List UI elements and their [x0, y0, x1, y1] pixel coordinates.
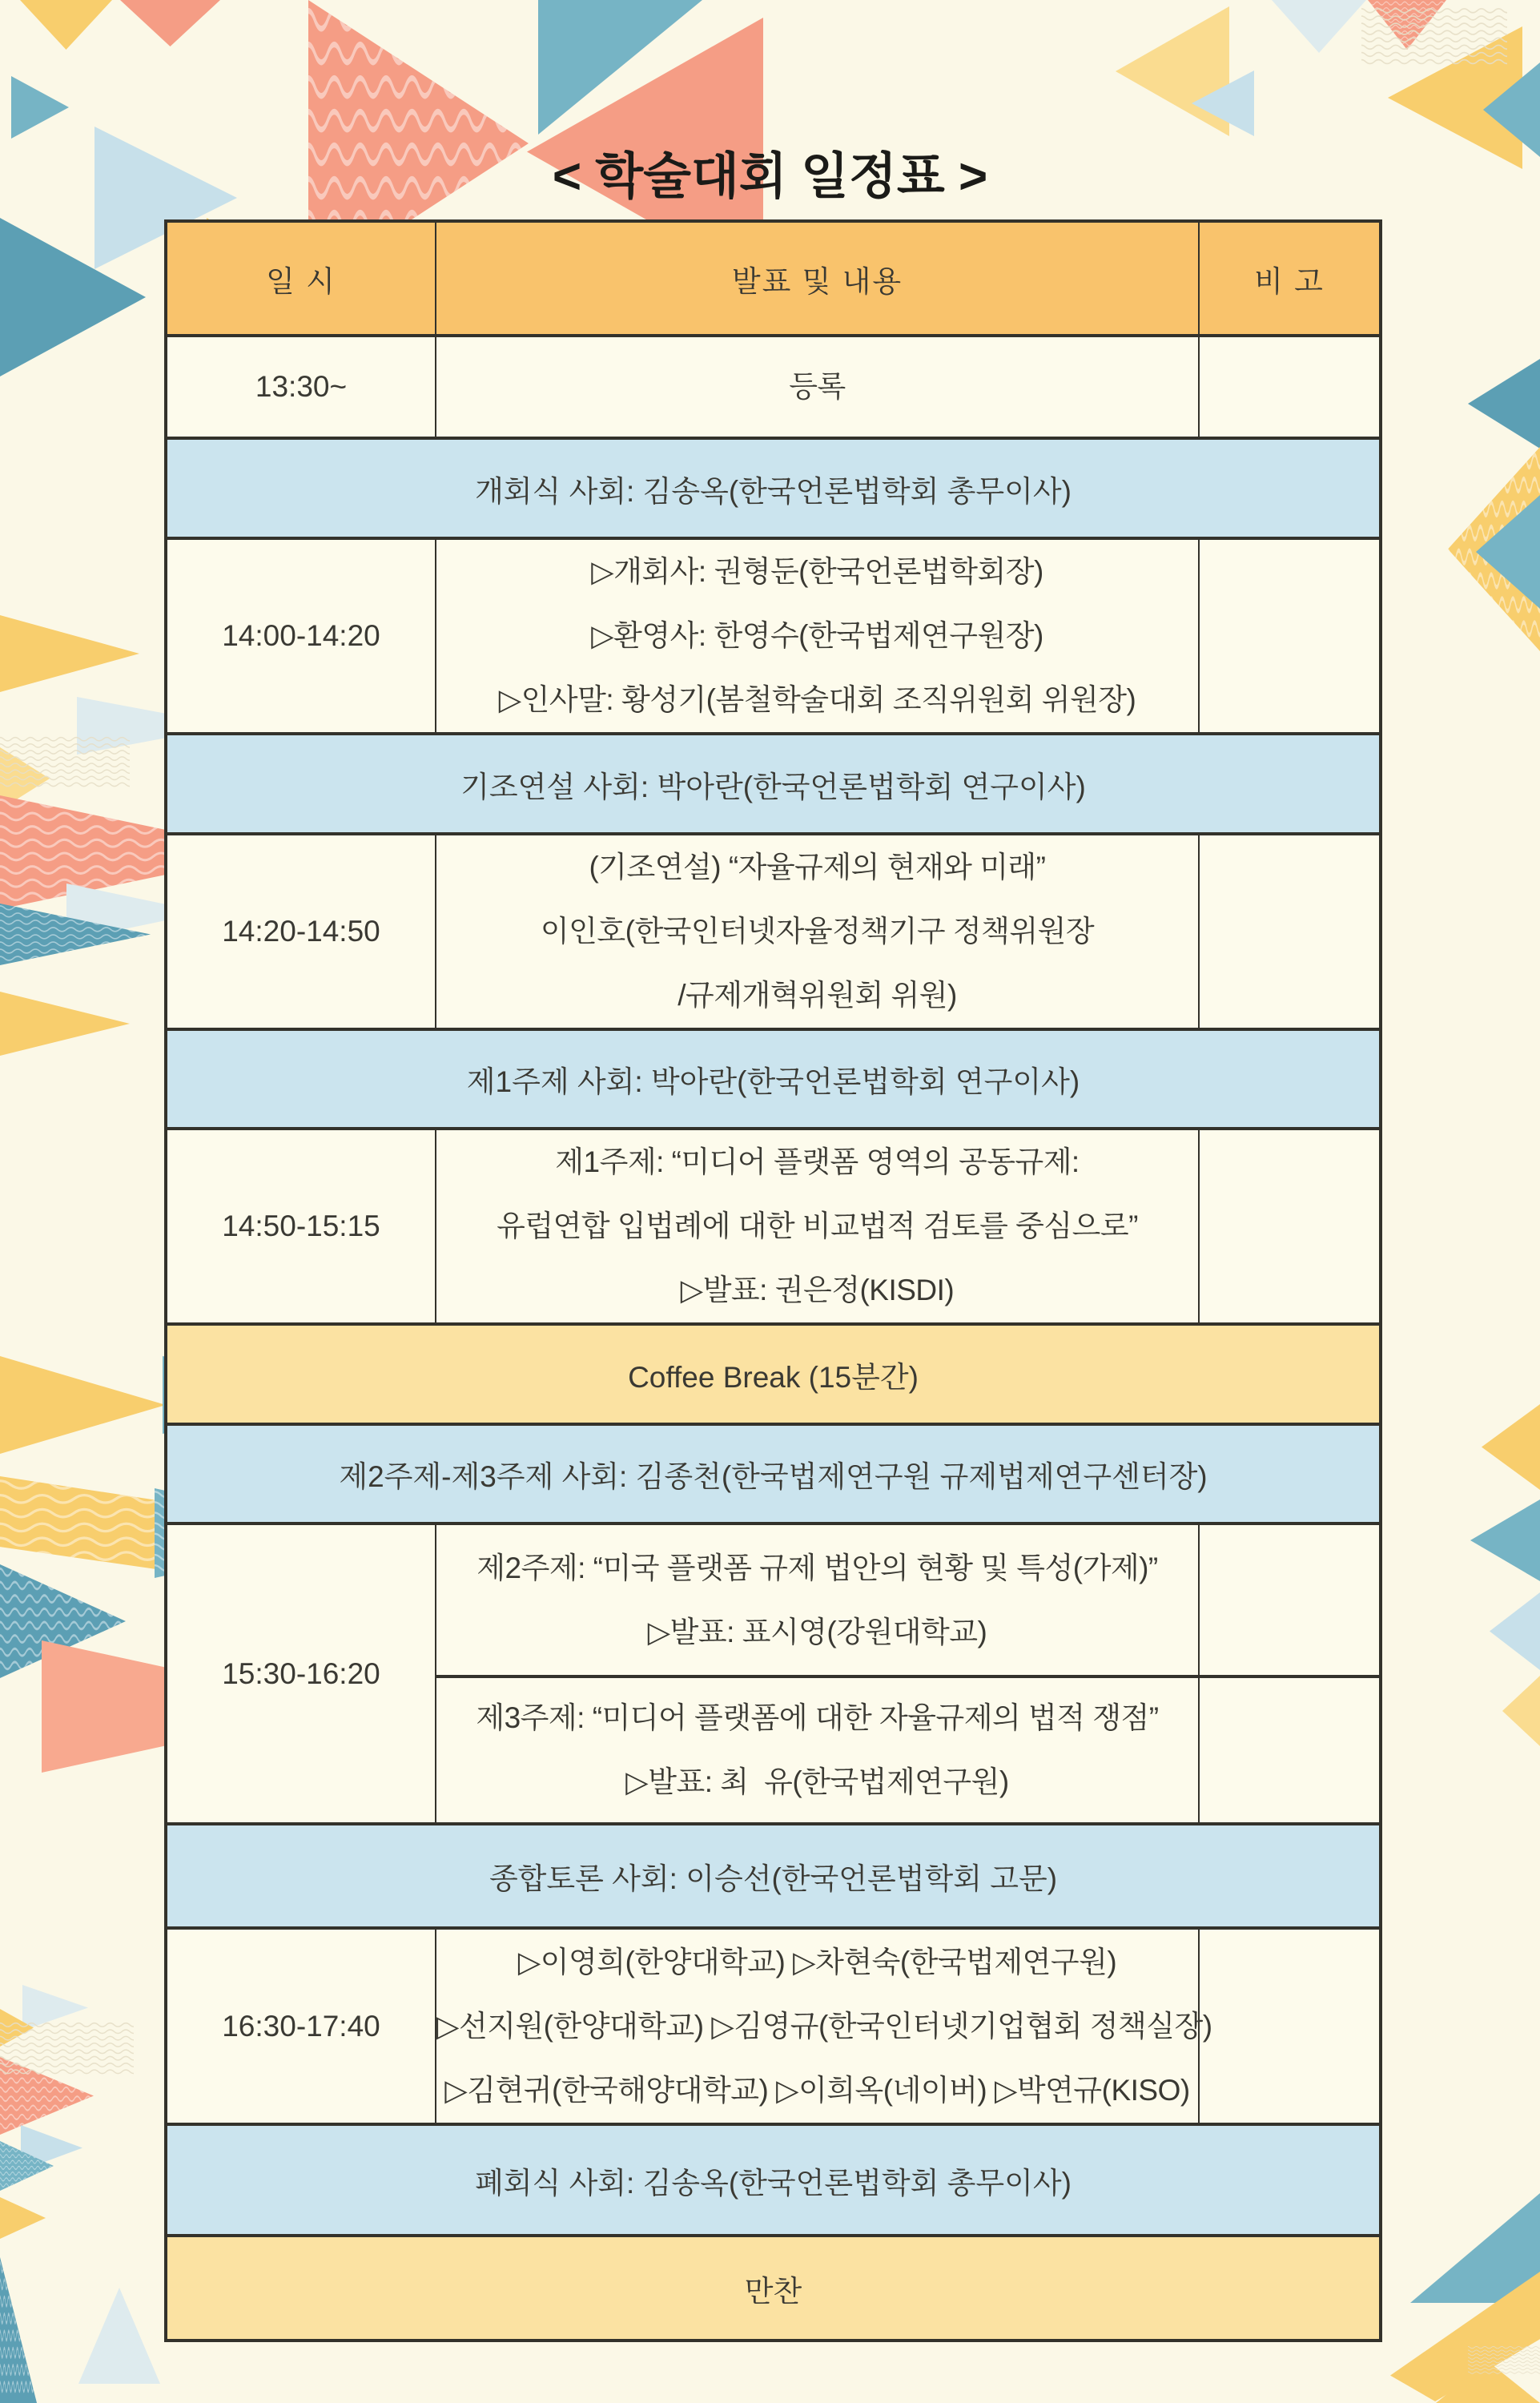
section-row-discussion — [166, 1824, 1381, 1928]
content-line: ▷발표: 표시영(강원대학교) — [647, 1615, 987, 1648]
content-cell — [436, 1928, 1212, 2124]
content-line: 제2주제: “미국 플랫폼 규제 법안의 현황 및 특성(가제)” — [476, 1551, 1158, 1584]
content-line: ▷개회사: 권형둔(한국언론법학회장) — [591, 555, 1043, 588]
header-cell-content: 발표 및 내용 — [436, 221, 1199, 336]
time-cell: 16:30-17:40 — [166, 1928, 436, 2124]
section-row-topic2-3 — [166, 1424, 1381, 1524]
content-line: ▷김현귀(한국해양대학교) ▷이희옥(네이버) ▷박연규(KISO) — [444, 2073, 1190, 2107]
decorative-triangle — [20, 0, 112, 50]
content-line: ▷인사말: 황성기(봄철학술대회 조직위원회 위원장) — [498, 683, 1136, 716]
content-line: ▷발표: 권은정(KISDI) — [680, 1274, 955, 1306]
content-cell — [436, 1524, 1199, 1676]
content-line: ▷환영사: 한영수(한국법제연구원장) — [591, 619, 1043, 652]
content-line: 이인호(한국인터넷자율정책기구 정책위원장 — [540, 915, 1095, 948]
decorative-triangle — [1502, 1676, 1540, 1746]
table-row-discussion — [166, 1928, 1381, 2124]
decorative-triangle — [0, 2257, 37, 2403]
wave-pattern — [1468, 2345, 1540, 2403]
content-line: 유럽연합 입법례에 대한 비교법적 검토를 중심으로” — [497, 1210, 1138, 1242]
table-row-topic2 — [166, 1524, 1381, 1676]
content-line: (기조연설) “자율규제의 현재와 미래” — [589, 851, 1046, 884]
note-cell — [1199, 336, 1381, 438]
content-cell — [436, 538, 1199, 734]
decorative-triangle — [0, 992, 130, 1056]
decorative-triangle — [1468, 359, 1540, 449]
decorative-triangle — [11, 76, 69, 139]
header-cell-time: 일 시 — [166, 221, 436, 336]
wave-pattern — [0, 2021, 134, 2115]
time-cell: 13:30~ — [166, 336, 436, 438]
content-cell — [436, 1129, 1199, 1324]
time-cell: 15:30-16:20 — [166, 1524, 436, 1824]
time-cell: 14:50-15:15 — [166, 1129, 436, 1324]
note-cell — [1199, 1524, 1381, 1676]
conference-schedule-table — [164, 219, 1382, 2342]
content-line: 등록 — [789, 370, 846, 403]
section-text: 제2주제-제3주제 사회: 김종천(한국법제연구원 규제법제연구센터장) — [166, 1424, 1381, 1524]
wave-pattern — [0, 735, 130, 809]
decorative-triangle — [1482, 1404, 1540, 1490]
section-text: 개회식 사회: 김송옥(한국언론법학회 총무이사) — [166, 438, 1381, 538]
decorative-triangle — [1272, 0, 1366, 53]
section-text: 폐회식 사회: 김송옥(한국언론법학회 총무이사) — [166, 2124, 1381, 2236]
time-cell: 14:00-14:20 — [166, 538, 436, 734]
note-cell — [1199, 538, 1381, 734]
decorative-triangle — [1470, 1499, 1540, 1581]
decorative-triangle — [1116, 6, 1229, 136]
note-cell — [1199, 1676, 1381, 1824]
decorative-triangle — [0, 2197, 46, 2239]
section-text: 제1주제 사회: 박아란(한국언론법학회 연구이사) — [166, 1029, 1381, 1129]
content-line: ▷선지원(한양대학교) ▷김영규(한국인터넷기업협회 정책실장) — [436, 2009, 1212, 2043]
note-cell — [1199, 834, 1381, 1029]
content-line: ▷발표: 최 유(한국법제연구원) — [625, 1765, 1009, 1798]
note-cell — [1199, 1129, 1381, 1324]
table-row-opening-speeches — [166, 538, 1381, 734]
content-line: ▷이영희(한양대학교) ▷차현숙(한국법제연구원) — [517, 1945, 1117, 1978]
table-header-row — [166, 221, 1381, 336]
decorative-triangle — [0, 615, 139, 692]
time-cell: 14:20-14:50 — [166, 834, 436, 1029]
content-line: /규제개혁위원회 위원) — [678, 979, 957, 1012]
section-row-closing — [166, 2124, 1381, 2236]
break-text: Coffee Break (15분간) — [166, 1324, 1381, 1424]
table-row-registration — [166, 336, 1381, 438]
section-row-topic1 — [166, 1029, 1381, 1129]
decorative-triangle — [0, 1356, 166, 1454]
break-row-coffee — [166, 1324, 1381, 1424]
note-cell — [1199, 1928, 1381, 2124]
content-line: 제3주제: “미디어 플랫폼에 대한 자율규제의 법적 쟁점” — [476, 1701, 1159, 1734]
decorative-triangle — [120, 0, 220, 46]
section-text: 기조연설 사회: 박아란(한국언론법학회 연구이사) — [166, 734, 1381, 834]
section-text: 종합토론 사회: 이승선(한국언론법학회 고문) — [166, 1824, 1381, 1928]
table-row-keynote — [166, 834, 1381, 1029]
content-cell — [436, 1676, 1199, 1824]
content-cell — [436, 336, 1199, 438]
decorative-triangle — [78, 2288, 160, 2384]
break-text: 만찬 — [166, 2236, 1381, 2341]
content-line: 제1주제: “미디어 플랫폼 영역의 공동규제: — [555, 1145, 1080, 1178]
page-title: < 학술대회 일정표 > — [552, 148, 988, 204]
header-cell-note: 비 고 — [1199, 221, 1381, 336]
table-row-topic1 — [166, 1129, 1381, 1324]
wave-pattern — [1361, 6, 1507, 104]
section-row-opening — [166, 438, 1381, 538]
decorative-triangle — [1490, 1592, 1540, 1670]
break-row-dinner — [166, 2236, 1381, 2341]
content-cell — [436, 834, 1199, 1029]
section-row-keynote — [166, 734, 1381, 834]
